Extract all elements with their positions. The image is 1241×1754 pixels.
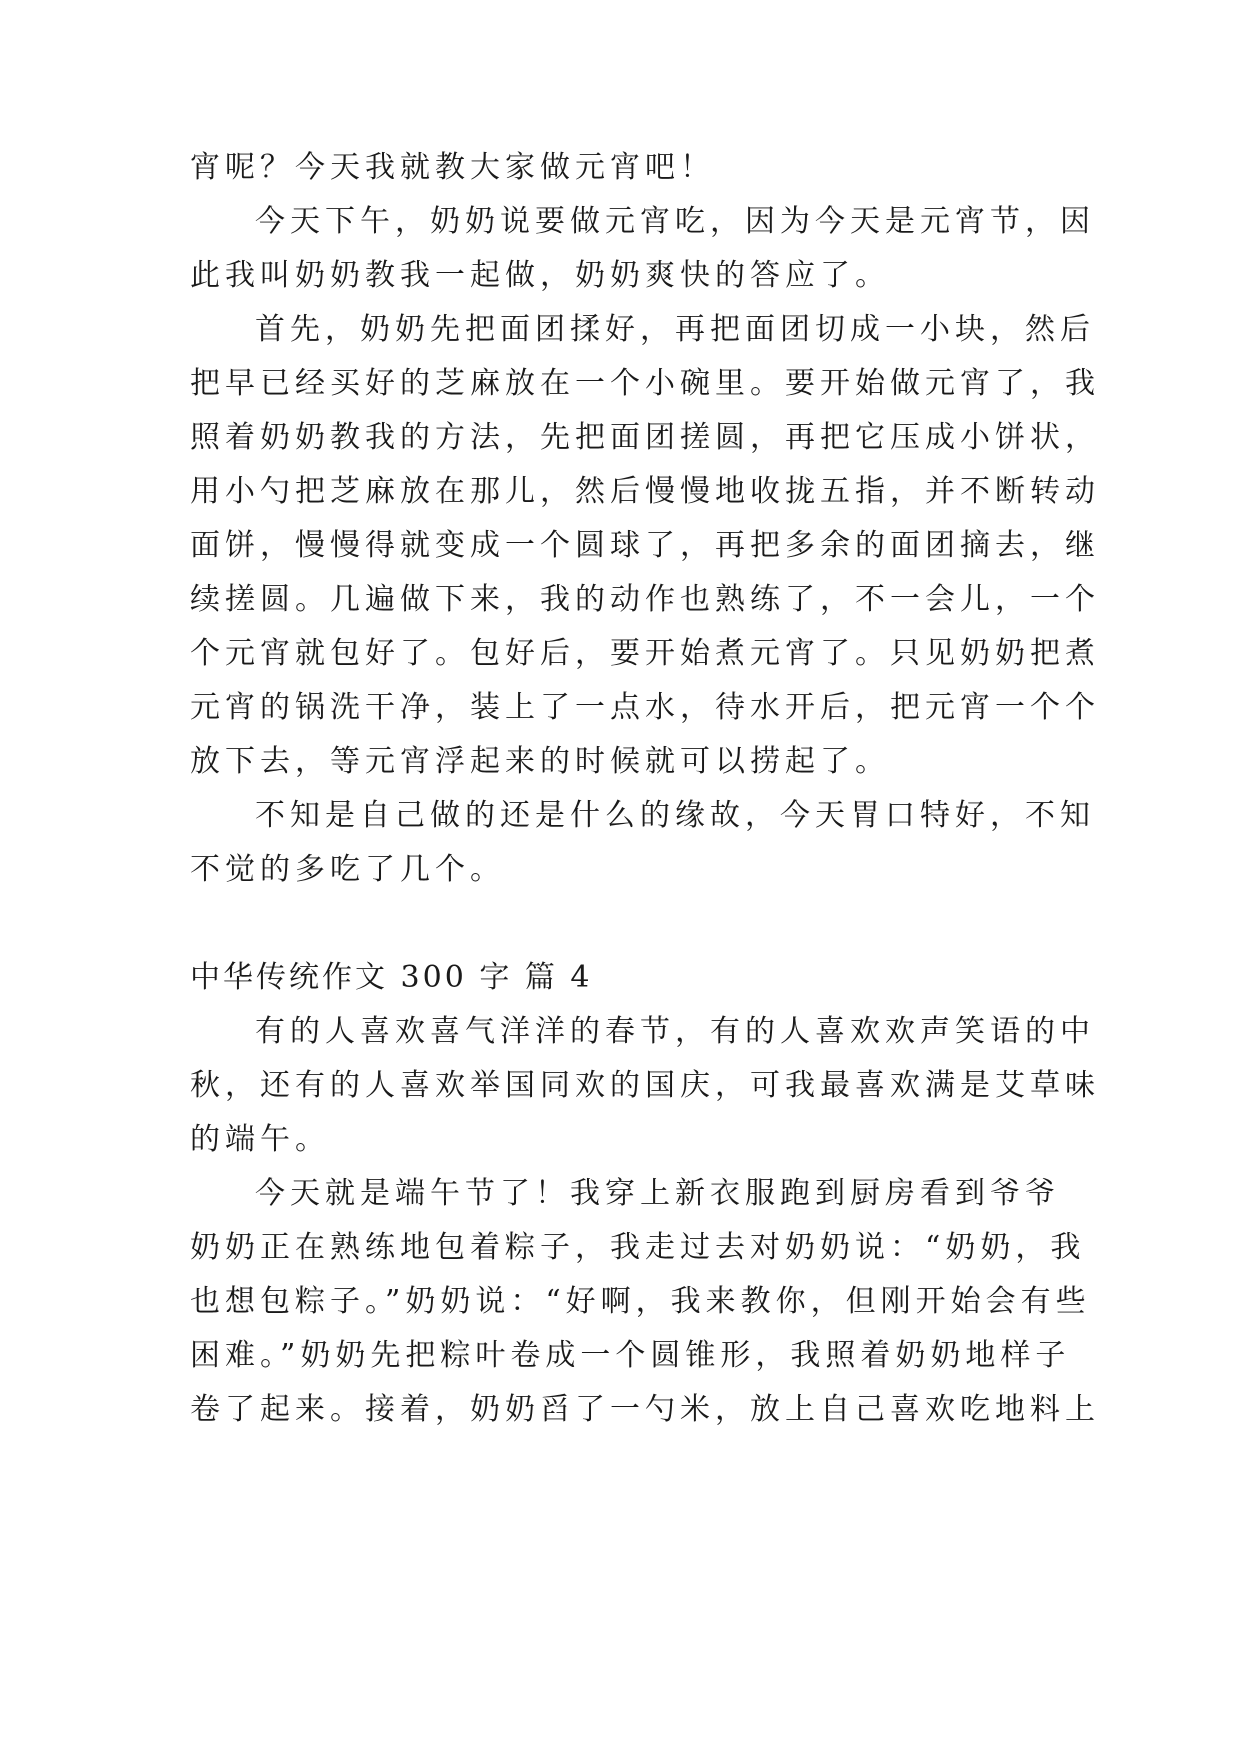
paragraph-line: 今天下午，奶奶说要做元宵吃，因为今天是元宵节，因 — [255, 204, 1095, 239]
paragraph-line: 放下去，等元宵浮起来的时候就可以捞起了。 — [190, 744, 890, 779]
paragraph-line: 续搓圆。几遍做下来，我的动作也熟练了，不一会儿，一个 — [190, 582, 1100, 617]
paragraph-line: 奶奶正在熟练地包着粽子，我走过去对奶奶说：“奶奶，我 — [190, 1230, 1086, 1265]
paragraph-line: 面饼，慢慢得就变成一个圆球了，再把多余的面团摘去，继 — [190, 528, 1100, 563]
paragraph-line: 的端午。 — [190, 1122, 330, 1157]
paragraph-line: 秋，还有的人喜欢举国同欢的国庆，可我最喜欢满是艾草味 — [190, 1068, 1100, 1103]
paragraph-line: 此我叫奶奶教我一起做，奶奶爽快的答应了。 — [190, 258, 890, 293]
paragraph-line: 照着奶奶教我的方法，先把面团搓圆，再把它压成小饼状， — [190, 420, 1100, 455]
paragraph-line: 今天就是端午节了！我穿上新衣服跑到厨房看到爷爷 — [255, 1176, 1060, 1211]
paragraph-line: 有的人喜欢喜气洋洋的春节，有的人喜欢欢声笑语的中 — [255, 1014, 1095, 1049]
paragraph-line: 不觉的多吃了几个。 — [190, 852, 505, 887]
paragraph-line: 困难。”奶奶先把粽叶卷成一个圆锥形，我照着奶奶地样子 — [190, 1338, 1071, 1373]
paragraph-line: 用小勺把芝麻放在那儿，然后慢慢地收拢五指，并不断转动 — [190, 474, 1100, 509]
paragraph-line: 首先，奶奶先把面团揉好，再把面团切成一小块，然后 — [255, 312, 1095, 347]
paragraph-line: 元宵的锅洗干净，装上了一点水，待水开后，把元宵一个个 — [190, 690, 1100, 725]
paragraph-line: 卷了起来。接着，奶奶舀了一勺米，放上自己喜欢吃地料上 — [190, 1392, 1100, 1427]
section-heading: 中华传统作文 300 字 篇 4 — [190, 960, 593, 995]
paragraph-line: 把早已经买好的芝麻放在一个小碗里。要开始做元宵了，我 — [190, 366, 1100, 401]
paragraph-line: 也想包粽子。”奶奶说：“好啊，我来教你，但刚开始会有些 — [190, 1284, 1091, 1319]
paragraph-line: 个元宵就包好了。包好后，要开始煮元宵了。只见奶奶把煮 — [190, 636, 1100, 671]
paragraph-line: 不知是自己做的还是什么的缘故，今天胃口特好，不知 — [255, 798, 1095, 833]
paragraph-line: 宵呢？今天我就教大家做元宵吧！ — [190, 150, 715, 185]
